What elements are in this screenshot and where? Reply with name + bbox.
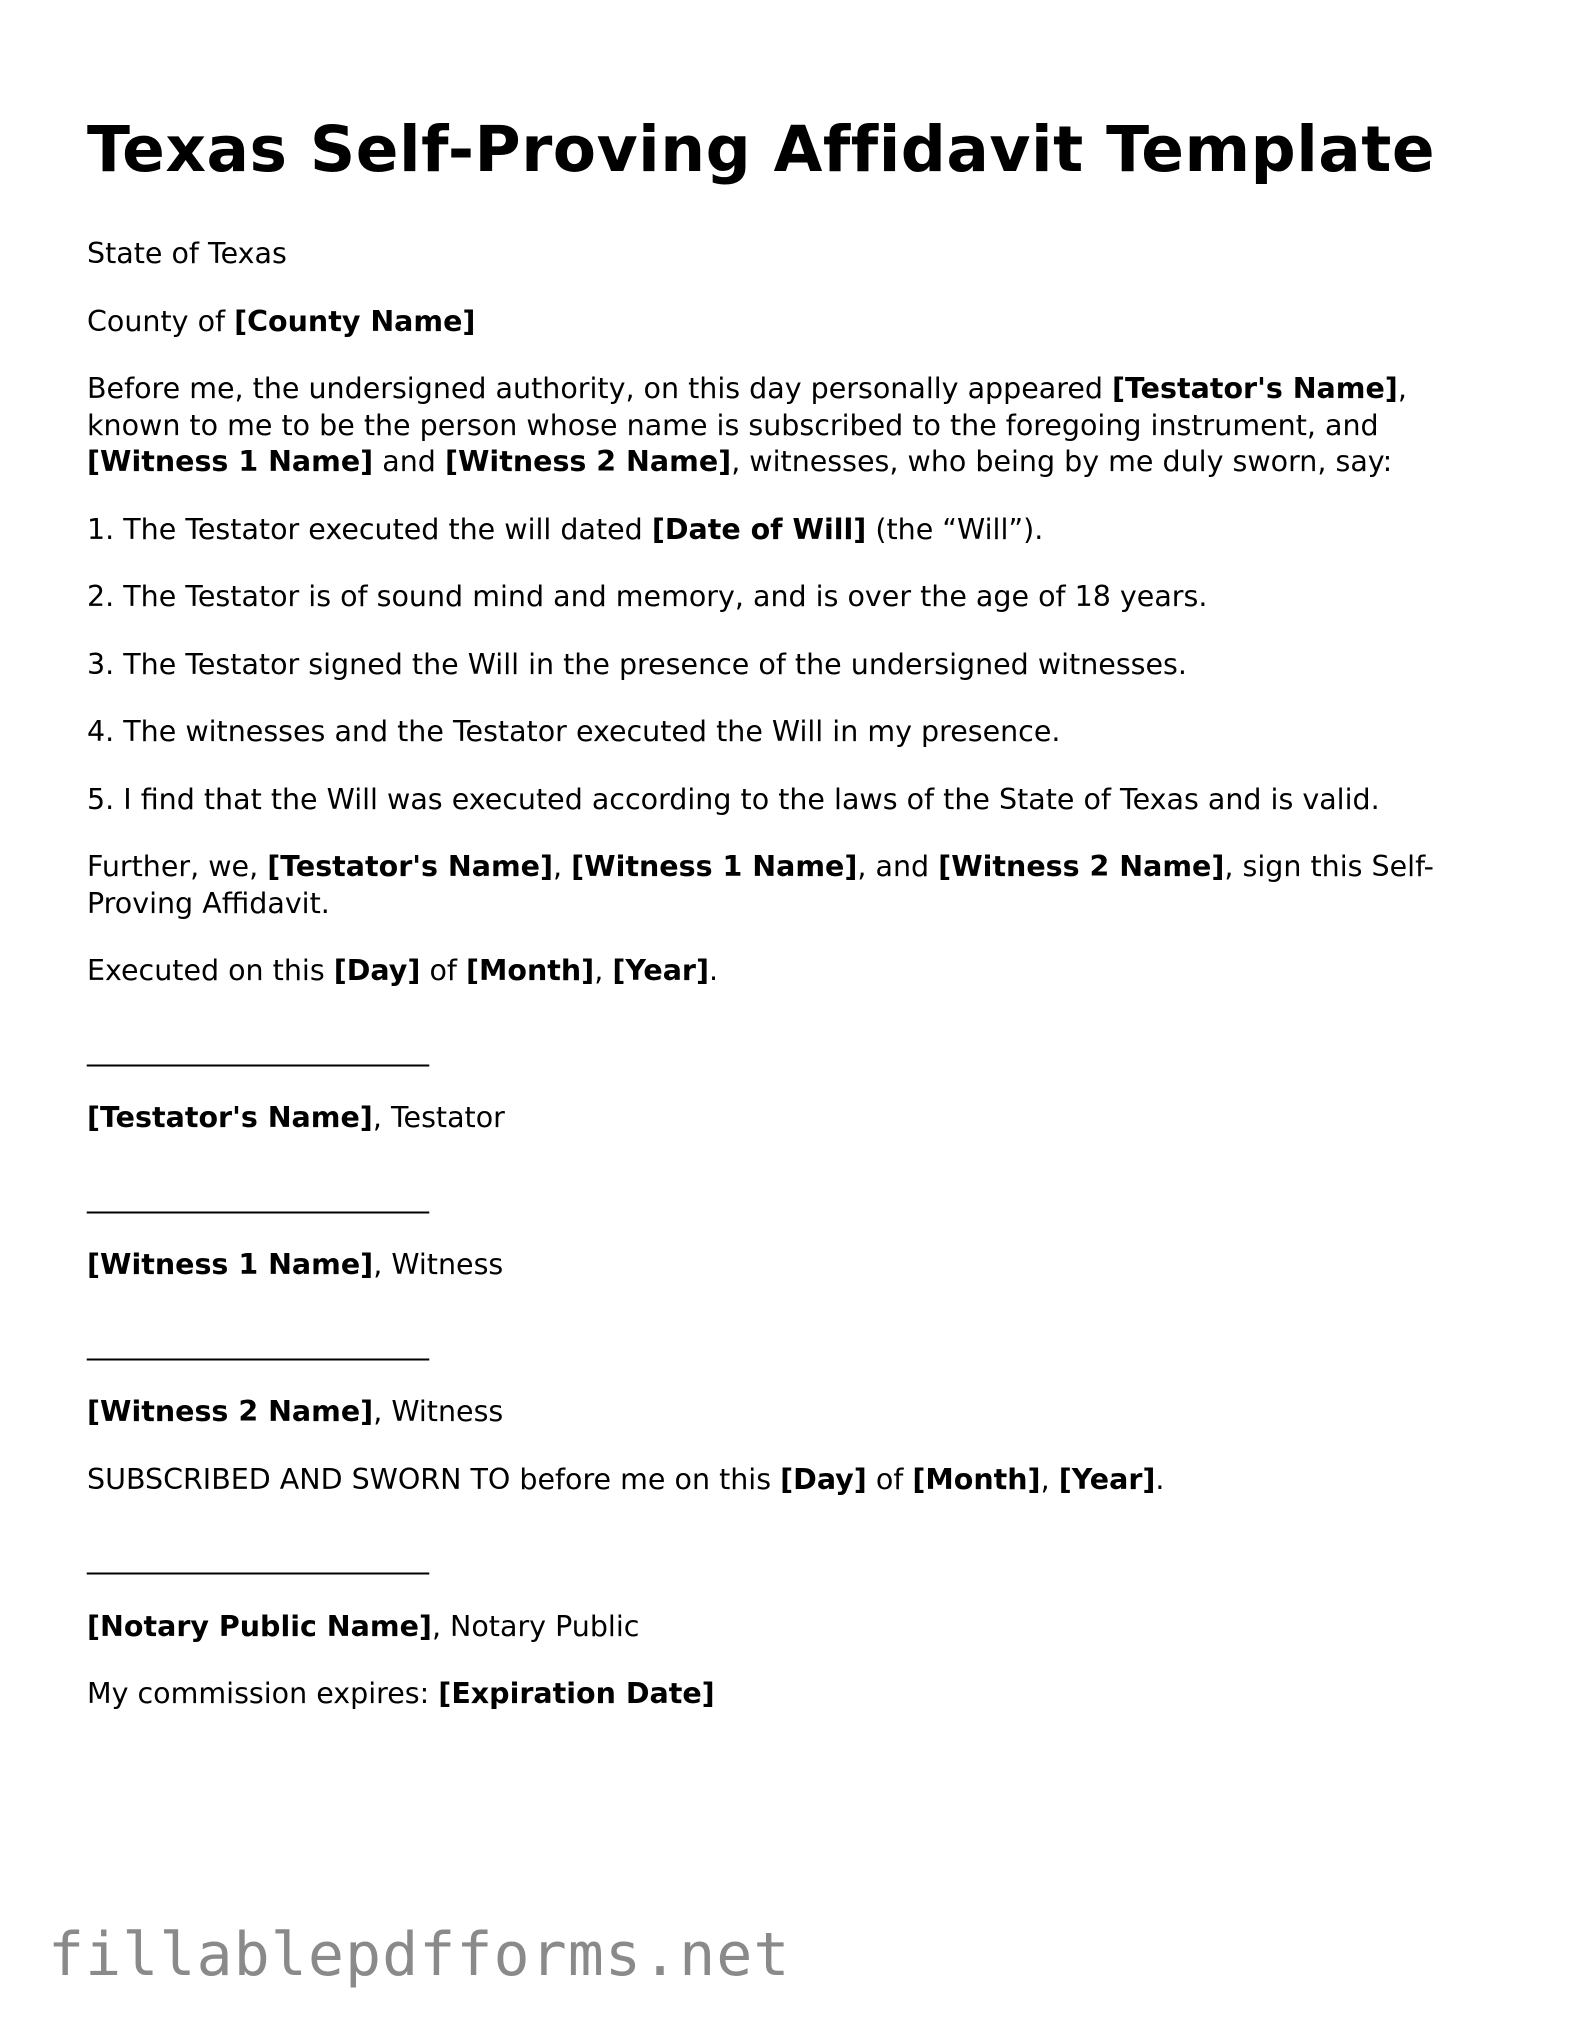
witness1-name-placeholder: [Witness 1 Name] (87, 445, 374, 478)
year-placeholder: [Year] (612, 954, 710, 987)
witness2-name-placeholder: [Witness 2 Name] (87, 1395, 374, 1428)
intro-text: , known to me to be the person whose name is subscribed to the foregoing instrument, and (87, 372, 1407, 442)
item-5: 5. I find that the Will was executed according to the laws of the State of Texas and is valid. (87, 782, 1380, 816)
document-page (87, 108, 1507, 1744)
notary-signature-caption (87, 1609, 1507, 1646)
will-date-placeholder: [Date of Will] (651, 512, 867, 546)
witness1-signature-line[interactable]: ________________________ (87, 1180, 429, 1214)
witness1-name-placeholder: [Witness 1 Name] (87, 1248, 374, 1281)
witness1-name-placeholder: [Witness 1 Name] (571, 850, 858, 883)
intro-paragraph (87, 371, 1507, 481)
commission-text: My commission expires: (87, 1677, 439, 1710)
signature-role: , Witness (373, 1395, 504, 1428)
item-1 (87, 512, 1507, 549)
item-1-text: (the “Will”). (866, 512, 1044, 546)
witness2-signature-caption (87, 1394, 1507, 1431)
executed-line (87, 953, 1507, 990)
intro-text: and (373, 445, 445, 478)
item-1-text: 1. The Testator executed the will dated (87, 512, 652, 546)
expiration-date-placeholder: [Expiration Date] (438, 1677, 715, 1710)
further-text: , sign this Self-Proving Affidavit. (87, 850, 1434, 920)
further-text: , (553, 850, 572, 883)
testator-name-placeholder: [Testator's Name] (267, 850, 554, 883)
state-line: State of Texas (87, 237, 287, 270)
site-watermark: fillablepdfforms.net (48, 1920, 791, 1990)
signature-role: , Notary Public (431, 1609, 640, 1643)
testator-signature-line[interactable]: ________________________ (87, 1033, 429, 1067)
month-placeholder: [Month] (912, 1462, 1041, 1496)
signature-role: , Testator (372, 1101, 505, 1134)
testator-name-placeholder: [Testator's Name] (87, 1101, 373, 1134)
sworn-text: of (866, 1462, 913, 1496)
notary-name-placeholder: [Notary Public Name] (87, 1609, 432, 1643)
item-4: 4. The witnesses and the Testator executed the Will in my presence. (87, 715, 1061, 748)
sworn-text: , (1040, 1462, 1059, 1496)
executed-text: Executed on this (87, 954, 334, 987)
county-line (87, 304, 1507, 341)
document-title: Texas Self-Proving Affidavit Template (87, 113, 1436, 186)
commission-line (87, 1676, 1507, 1713)
sworn-text: . (1155, 1462, 1165, 1496)
witness2-signature-line[interactable]: ________________________ (87, 1327, 429, 1361)
executed-text: . (709, 954, 719, 987)
year-placeholder: [Year] (1058, 1462, 1156, 1496)
witness2-name-placeholder: [Witness 2 Name] (938, 850, 1225, 883)
executed-text: of (420, 954, 466, 987)
month-placeholder: [Month] (466, 954, 595, 987)
signature-role: , Witness (373, 1248, 504, 1281)
witness2-name-placeholder: [Witness 2 Name] (444, 445, 732, 478)
testator-signature-caption (87, 1100, 1507, 1137)
county-name-placeholder: [County Name] (234, 304, 476, 338)
notary-signature-line[interactable]: ________________________ (87, 1542, 429, 1575)
sworn-text: SUBSCRIBED AND SWORN TO before me on this (87, 1462, 781, 1496)
testator-name-placeholder: [Testator's Name] (1112, 372, 1398, 405)
sworn-line (87, 1462, 1507, 1499)
further-paragraph (87, 849, 1507, 922)
executed-text: , (594, 954, 613, 987)
further-text: , and (857, 850, 939, 883)
item-3: 3. The Testator signed the Will in the presence of the undersigned witnesses. (87, 647, 1187, 681)
county-prefix: County of (87, 304, 235, 338)
intro-text: , witnesses, who being by me duly sworn, say: (731, 445, 1393, 478)
day-placeholder: [Day] (780, 1462, 867, 1496)
further-text: Further, we, (87, 850, 268, 883)
intro-text: Before me, the undersigned authority, on this day personally appeared (87, 372, 1112, 405)
item-2: 2. The Testator is of sound mind and memory, and is over the age of 18 years. (87, 580, 1208, 613)
day-placeholder: [Day] (333, 954, 421, 987)
witness1-signature-caption (87, 1247, 1507, 1284)
